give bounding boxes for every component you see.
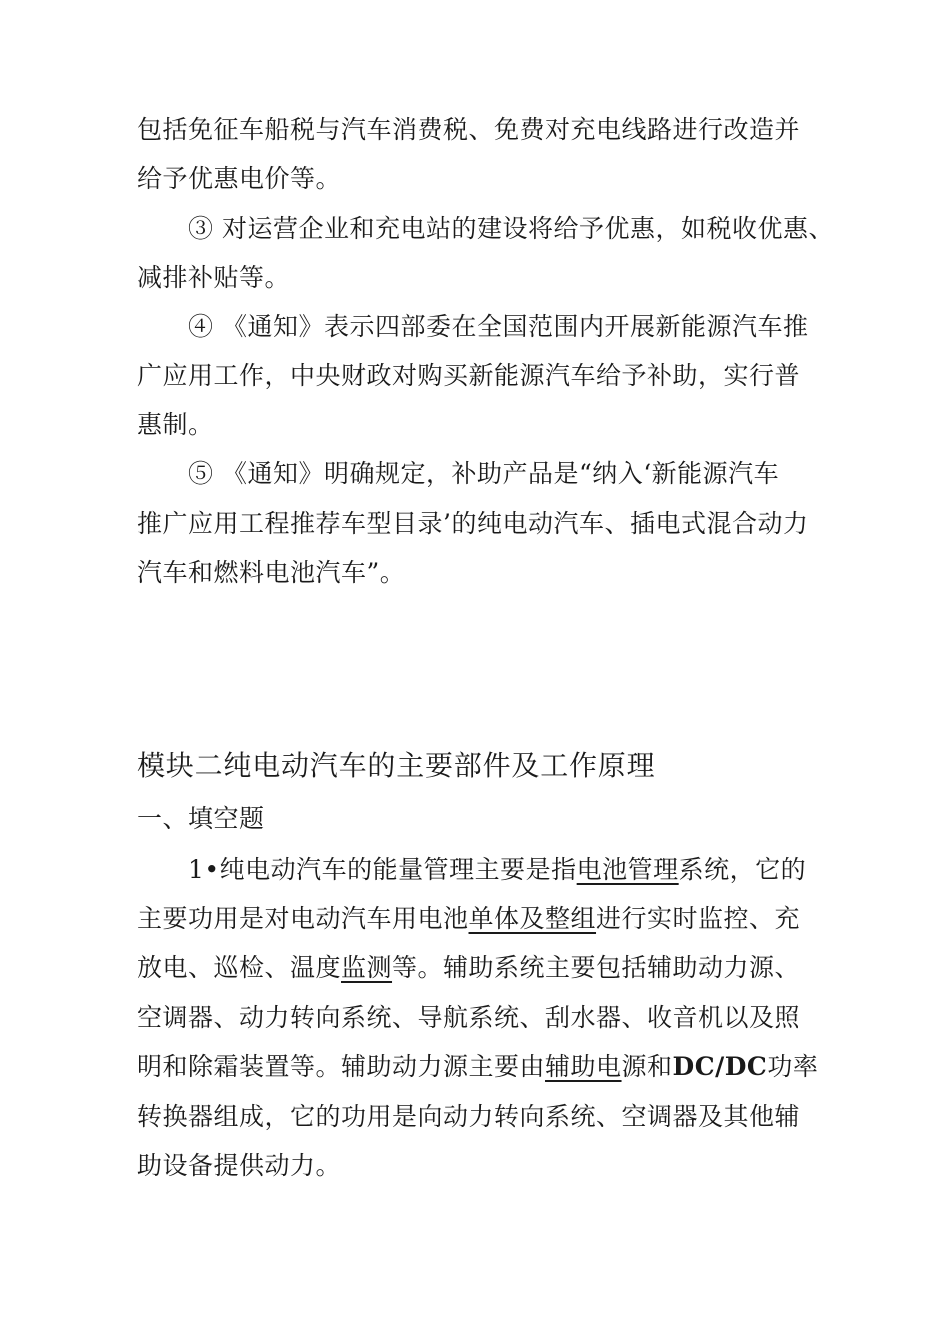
q1-line-3-text-a: 放电、巡检、温度 — [137, 953, 342, 982]
item-3-line-1: ③ 对运营企业和充电站的建设将给予优惠，如税收优惠、 — [188, 214, 834, 243]
item-4-line-1: ④ 《通知》表示四部委在全国范围内开展新能源汽车推 — [188, 312, 809, 341]
q1-line-3-text-b: 等。辅助系统主要包括辅助动力源、 — [392, 953, 801, 982]
item-5-line-1: ⑤ 《通知》明确规定，补助产品是“纳入‘新能源汽车 — [188, 459, 780, 488]
q1-line-1 — [188, 853, 806, 887]
q1-line-7: 助设备提供动力。 — [137, 1151, 342, 1180]
q1-line-5-text-c: 功率 — [767, 1052, 819, 1081]
item-3-line-2: 减排补贴等。 — [137, 263, 291, 292]
q1-line-5 — [137, 1050, 818, 1084]
blank-answer-auxiliary-power: 辅助电 — [545, 1052, 622, 1081]
blank-answer-cell-and-pack: 单体及整组 — [468, 904, 597, 933]
q1-line-5-text-a: 明和除霜装置等。辅助动力源主要由 — [137, 1052, 546, 1081]
q1-line-1-text-b: 系统，它的 — [678, 855, 807, 884]
item-4-line-2: 广应用工作，中央财政对购买新能源汽车给予补助，实行普 — [137, 361, 801, 390]
dcdc-term: DC/DC — [672, 1052, 768, 1081]
q1-line-1-text-a: 1•纯电动汽车的能量管理主要是指 — [188, 855, 577, 884]
q1-line-3 — [137, 951, 800, 985]
item-5-line-3: 汽车和燃料电池汽车”。 — [137, 558, 406, 587]
q1-line-5-text-b: 源和 — [621, 1052, 673, 1081]
q1-line-2 — [137, 902, 800, 936]
item-4-line-3: 惠制。 — [137, 410, 214, 439]
q1-line-4: 空调器、动力转向系统、导航系统、刮水器、收音机以及照 — [137, 1003, 801, 1032]
section-title: 一、填空题 — [137, 804, 265, 833]
blank-answer-battery-management: 电池管理 — [576, 855, 679, 884]
q1-line-6: 转换器组成，它的功用是向动力转向系统、空调器及其他辅 — [137, 1102, 801, 1131]
q1-line-2-text-a: 主要功用是对电动汽车用电池 — [137, 904, 469, 933]
continuation-line-1: 包括免征车船税与汽车消费税、免费对充电线路进行改造并 — [137, 115, 801, 144]
item-5-line-2: 推广应用工程推荐车型目录’的纯电动汽车、插电式混合动力 — [137, 509, 809, 538]
module-title: 模块二纯电动汽车的主要部件及工作原理 — [137, 749, 656, 782]
continuation-line-2: 给予优惠电价等。 — [137, 164, 342, 193]
q1-line-2-text-b: 进行实时监控、充 — [596, 904, 801, 933]
blank-answer-monitoring: 监测 — [341, 953, 393, 982]
